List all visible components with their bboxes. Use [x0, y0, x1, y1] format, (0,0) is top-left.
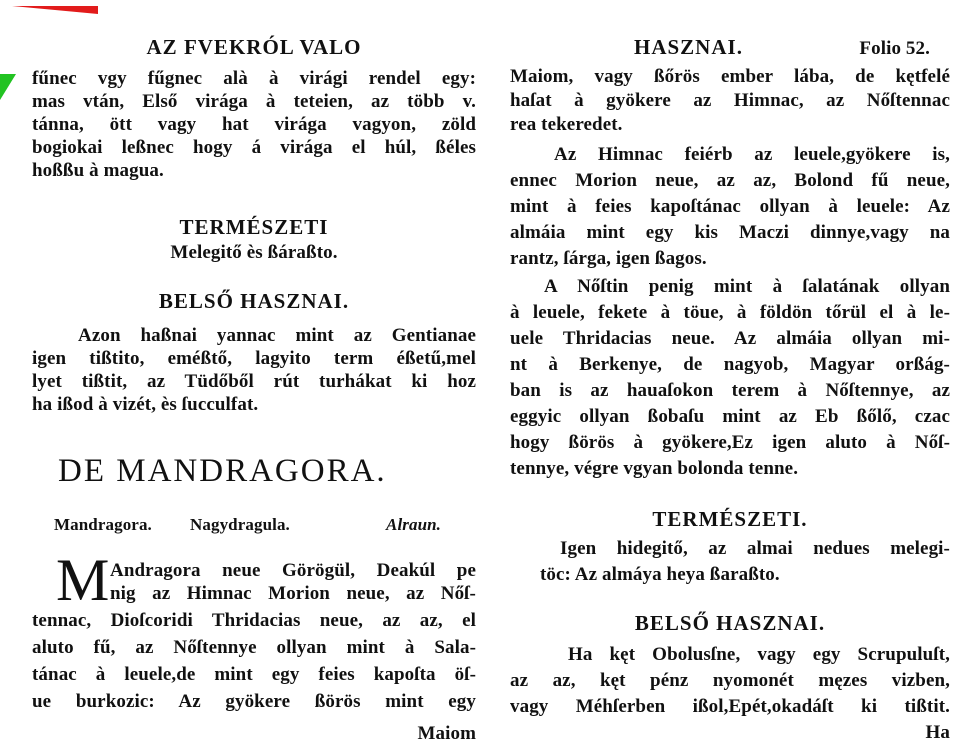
hungarian-name: Nagydragula. — [190, 515, 290, 534]
left-intro-line: fűnec vgy fűgnec alà à virági rendel egy: — [32, 68, 476, 89]
folio-number: Folio 52. — [859, 38, 930, 59]
latin-name: Mandragora. — [54, 515, 152, 534]
right-line: rea tekeredet. — [510, 114, 623, 135]
right-line: almáia mint egy kis Maczi dinnye,vagy na — [510, 222, 950, 243]
right-line: A Nőſtin penig mint à ſalatának ollyan — [544, 276, 950, 297]
left-belso-line: Azon haßnai yannac mint az Gentianae — [78, 325, 476, 346]
left-intro-line: bogiokai leßnec hogy á virága el húl, ßéles — [32, 137, 476, 158]
right-catchword: Ha — [925, 722, 950, 743]
left-intro-line: mas vtán, Első virága à teteien, az több v. — [32, 91, 476, 112]
right-line: Maiom, vagy ßőrös ember lába, de kętfelé — [510, 66, 950, 87]
right-line: nt à Berkenye, de nagyob, Magyar orßág- — [510, 354, 950, 375]
left-body-line: ue burkozic: Az gyökere ßörös mint egy — [32, 691, 476, 712]
german-name: Alraun. — [386, 515, 442, 534]
left-intro-line: hoßßu à magua. — [32, 160, 164, 181]
left-belso-line: igen tißtito, eméßtő, lagyito term éßetű,mel — [32, 348, 476, 369]
right-page — [510, 20, 950, 755]
left-body-line: tánac à leuele,de mint egy feies kapoſta öſ- — [32, 664, 476, 685]
left-intro-line: tánna, ött vagy hat virága vagyon, zöld — [32, 114, 476, 135]
right-belso-line: vagy Méhſerben ißol,Epét,okadáſt ki tißtit. — [510, 696, 950, 717]
right-termeszeti-line: töc: Az almáya heya ßaraßto. — [540, 564, 780, 585]
left-body-line: aluto fű, az Nőſtennye ollyan mint à Sala- — [32, 637, 476, 658]
left-belso-line: lyet tißtit, az Tüdőből rút turhákat ki hoz — [32, 371, 476, 392]
left-page — [32, 20, 476, 755]
red-corner-marker — [12, 6, 98, 14]
right-line: mint à feies kapoſtánac ollyan à leuele: Az — [510, 196, 950, 217]
section-title: DE MANDRAGORA. — [58, 453, 387, 489]
right-termeszeti-line: Igen hidegitő, az almai nedues melegi- — [560, 538, 950, 559]
right-belso-line: az az, kęt pénz nyomonét męzes vizben, — [510, 670, 950, 691]
left-belso-heading: BELSŐ HASZNAI. — [158, 289, 350, 313]
right-line: à leuele, fekete à töue, à földön tőrül el à le- — [510, 302, 950, 323]
right-line: Az Himnac feiérb az leuele,gyökere is, — [554, 144, 950, 165]
left-body-line: Andragora neue Görögül, Deakúl pe — [110, 560, 476, 581]
left-running-head: AZ FVEKRÓL VALO — [146, 35, 362, 59]
right-line: ennec Morion neue, az az, Bolond fű neue, — [510, 170, 950, 191]
left-belso-line: ha ißod à vizét, ès ſucculfat. — [32, 394, 259, 415]
left-termeszeti-line: Melegitő ès ßáraßto. — [170, 242, 338, 263]
drop-cap: M — [56, 547, 110, 613]
right-termeszeti-heading: TERMÉSZETI. — [652, 507, 808, 531]
right-line: tennye, végre vgyan bolonda tenne. — [510, 458, 799, 479]
right-line: uele Thridacias neue. Az almáia ollyan mi- — [510, 328, 950, 349]
right-belso-heading: BELSŐ HASZNAI. — [634, 611, 826, 635]
left-body-line: nig az Himnac Morion neue, az Nőſ- — [110, 583, 476, 604]
right-belso-line: Ha kęt Obolusſne, vagy egy Scrupuluſt, — [568, 644, 950, 665]
right-line: eggyic ollyan ßobaſu mint az Eb ßőlő, czac — [510, 406, 950, 427]
right-line: ban is az hauaſokon terem à Nőſtennye, az — [510, 380, 950, 401]
left-catchword: Maiom — [417, 723, 476, 744]
right-line: rantz, ſárga, igen ßagos. — [510, 248, 707, 269]
right-running-head: HASZNAI. — [634, 35, 743, 59]
left-termeszeti-heading: TERMÉSZETI — [179, 215, 329, 239]
green-edge-marker — [0, 74, 16, 100]
left-body-line: tennac, Dioſcoridi Thridacias neue, az az, el — [32, 610, 476, 631]
right-line: haſat à gyökere az Himnac, az Nőſtennac — [510, 90, 950, 111]
right-line: hogy ßörös à gyökere,Ez igen aluto à Nőſ- — [510, 432, 950, 453]
